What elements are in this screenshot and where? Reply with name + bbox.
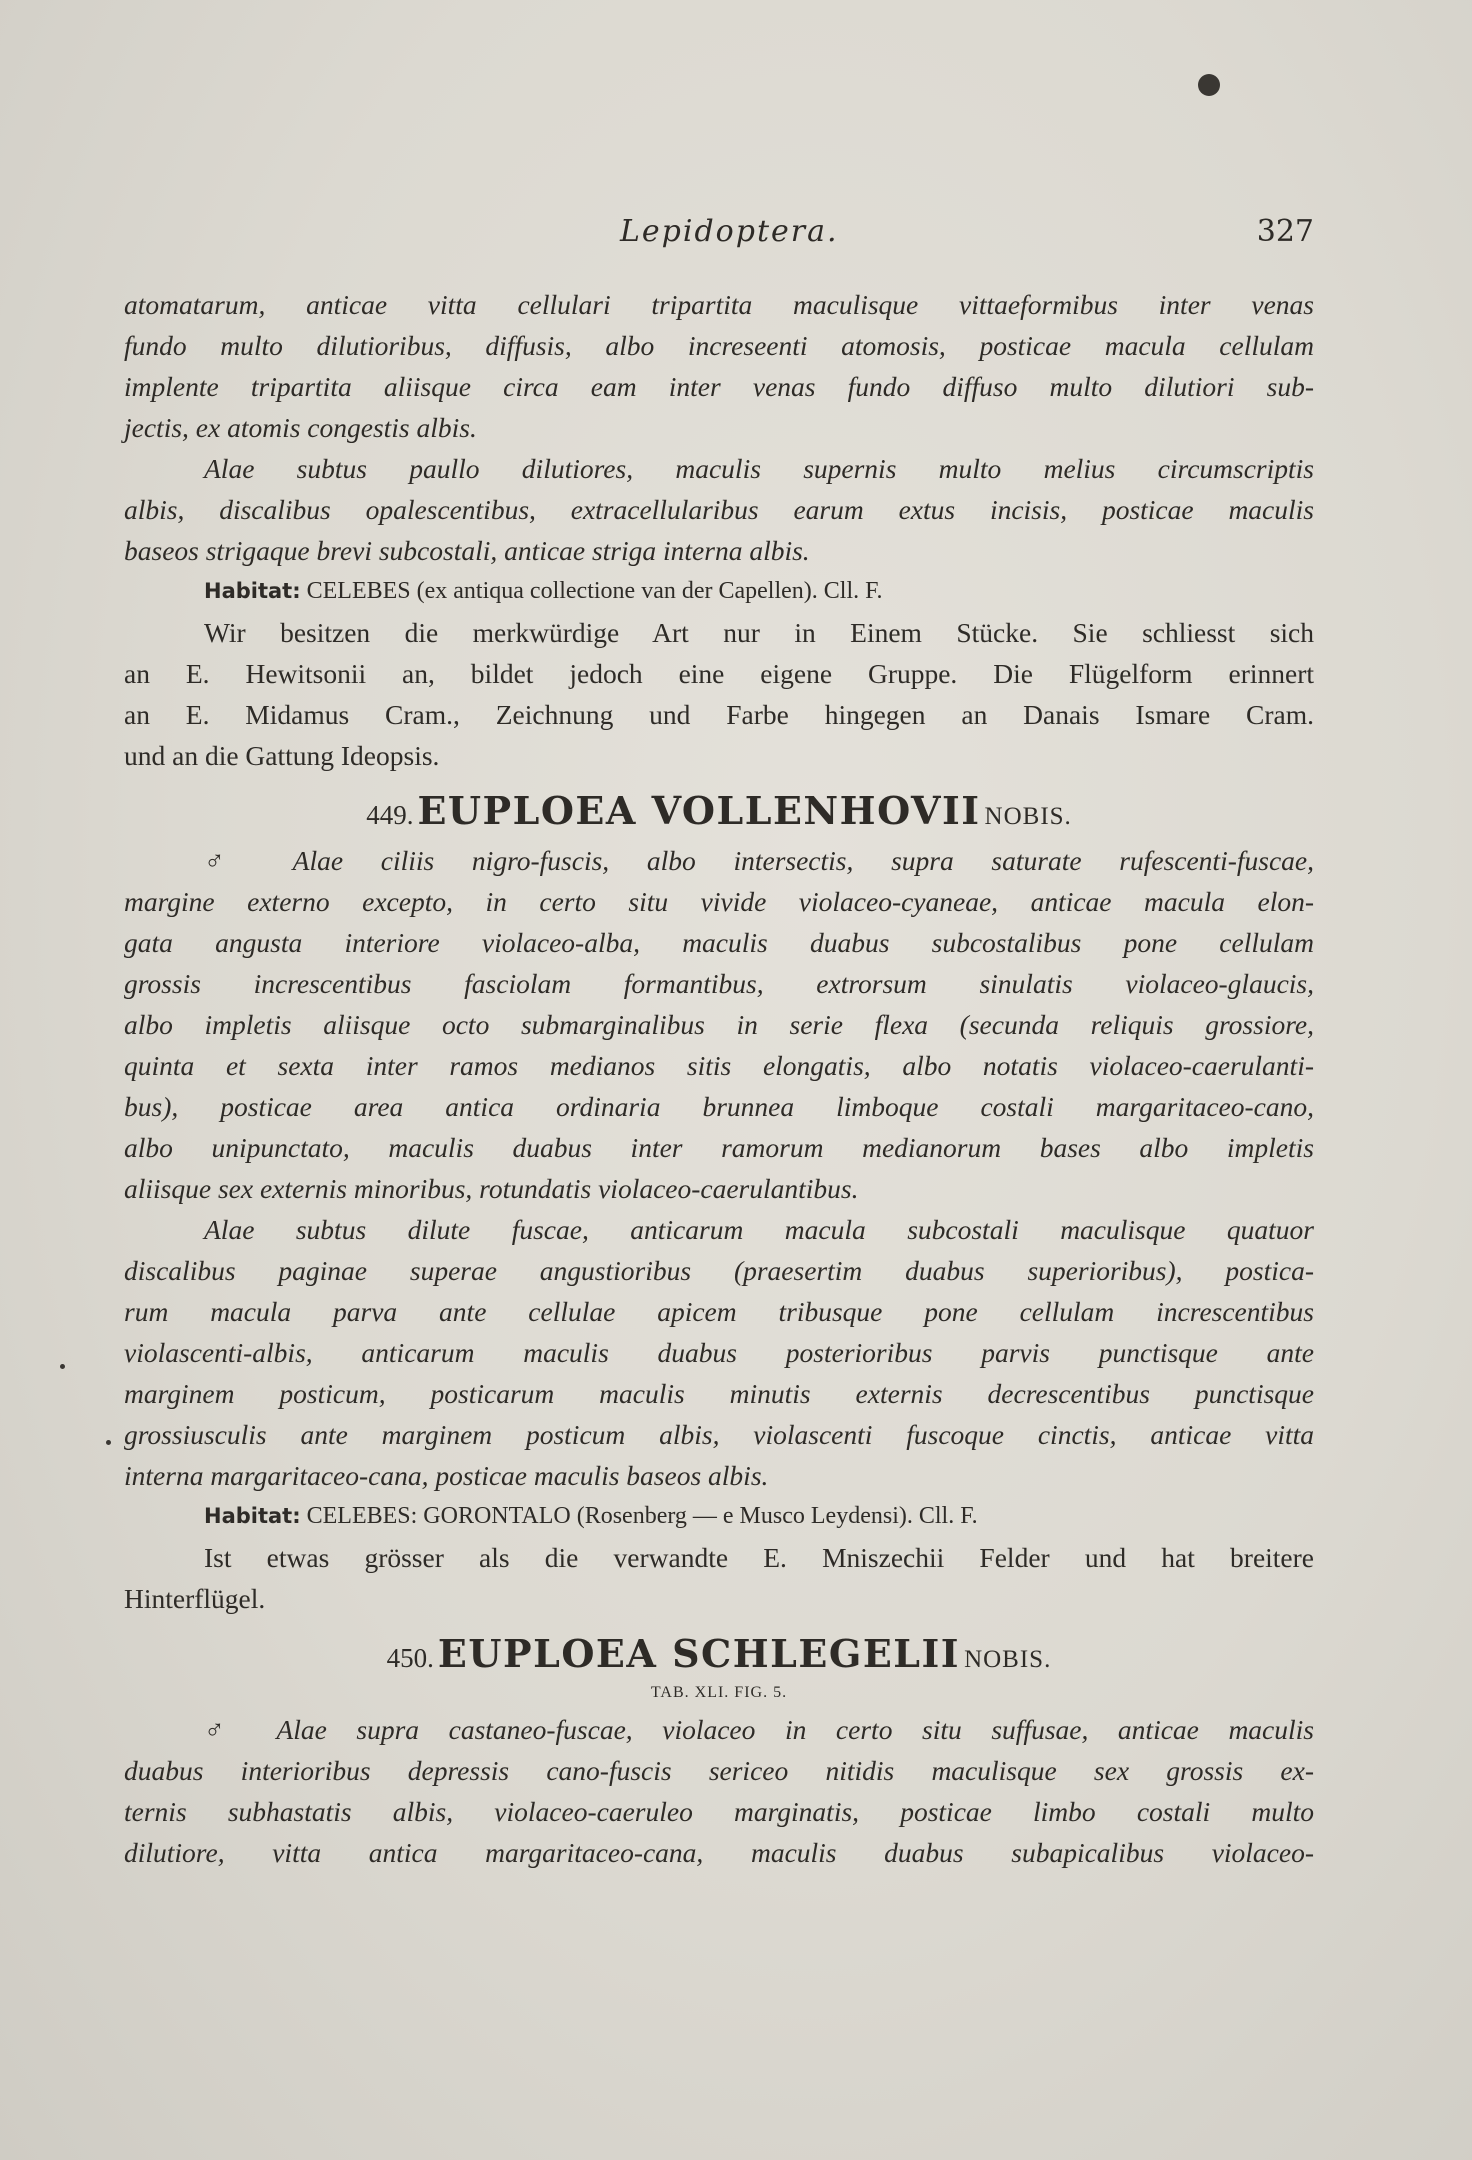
description-line: discalibus paginae superae angustioribus (praesertim duabus superioribus), postica- [124, 1255, 1314, 1286]
description-line: interna margaritaceo-cana, posticae maculis baseos albis. [124, 1460, 769, 1491]
remark-line: und an die Gattung Ideopsis. [124, 740, 440, 771]
description-line: jectis, ex atomis congestis albis. [124, 412, 477, 443]
remark-line: Wir besitzen die merkwürdige Art nur in Einem Stücke. Sie schliesst sich [204, 617, 1314, 648]
description-line: albis, discalibus opalescentibus, extracellularibus earum extus incisis, posticae maculis [124, 494, 1314, 525]
remark-line: an E. Midamus Cram., Zeichnung und Farbe hingegen an Danais Ismare Cram. [124, 699, 1314, 730]
description-line: marginem posticum, posticarum maculis minutis externis decrescentibus punctisque [124, 1378, 1314, 1409]
description-line: albo impletis aliisque octo submarginalibus in serie flexa (secunda reliquis grossiore, [124, 1009, 1314, 1040]
species-author: NOBIS. [964, 1646, 1052, 1673]
species-number: 450. [386, 1643, 434, 1673]
description-line: atomatarum, anticae vitta cellulari tripartita maculisque vittaeformibus inter venas [124, 289, 1314, 320]
habitat-line [124, 1496, 1314, 1537]
description-line: grossiusculis ante marginem posticum albis, violascenti fuscoque cinctis, anticae vitta [124, 1419, 1314, 1450]
running-title: Lepidoptera. [620, 214, 839, 249]
species-number: 449. [366, 800, 414, 830]
description-line: margine externo excepto, in certo situ vivide violaceo-cyaneae, anticae macula elon- [124, 886, 1314, 917]
description-line: aliisque sex externis minoribus, rotundatis violaceo-caerulantibus. [124, 1173, 859, 1204]
description-line: ♂ Alae ciliis nigro-fuscis, albo intersectis, supra saturate rufescenti-fuscae, [204, 845, 1314, 876]
description-line: grossis increscentibus fasciolam formantibus, extrorsum sinulatis violaceo-glaucis, [124, 968, 1314, 999]
description-line: baseos strigaque brevi subcostali, anticae striga interna albis. [124, 535, 810, 566]
species-description-continued [124, 284, 1314, 776]
description-line: duabus interioribus depressis cano-fuscis sericeo nitidis maculisque sex grossis ex- [124, 1755, 1314, 1786]
habitat-line [124, 571, 1314, 612]
remark-line: Hinterflügel. [124, 1583, 266, 1614]
description-line: albo unipunctato, maculis duabus inter ramorum medianorum bases albo impletis [124, 1132, 1314, 1163]
ink-speck [60, 1364, 65, 1369]
page-body [124, 284, 1314, 1873]
species-author: NOBIS. [984, 803, 1072, 830]
description-line: dilutiore, vitta antica margaritaceo-cana, maculis duabus subapicalibus violaceo- [124, 1837, 1314, 1868]
habitat-label: Habitat: [204, 1504, 301, 1528]
species-name: EUPLOEA VOLLENHOVII [417, 788, 981, 833]
habitat-text: CELEBES: GORONTALO (Rosenberg — e Musco Leydensi). Cll. F. [306, 1503, 978, 1529]
description-line: fundo multo dilutioribus, diffusis, albo increseenti atomosis, posticae macula cellulam [124, 330, 1314, 361]
remark-line: an E. Hewitsonii an, bildet jedoch eine eigene Gruppe. Die Flügelform erinnert [124, 658, 1314, 689]
species-description-450 [124, 1709, 1314, 1873]
description-line: ♂ Alae supra castaneo-fuscae, violaceo in certo situ suffusae, anticae maculis [204, 1714, 1314, 1745]
habitat-text: CELEBES (ex antiqua collectione van der Capellen). Cll. F. [306, 578, 883, 604]
description-line: quinta et sexta inter ramos medianos sitis elongatis, albo notatis violaceo-caerulanti- [124, 1050, 1314, 1081]
description-line: Alae subtus dilute fuscae, anticarum macula subcostali maculisque quatuor [204, 1214, 1314, 1245]
page-number: 327 [1256, 214, 1314, 249]
habitat-label: Habitat: [204, 579, 301, 603]
description-line: bus), posticae area antica ordinaria brunnea limboque costali margaritaceo-cano, [124, 1091, 1314, 1122]
species-heading-450 [124, 1625, 1314, 1683]
description-line: rum macula parva ante cellulae apicem tribusque pone cellulam increscentibus [124, 1296, 1314, 1327]
ink-speck [106, 1440, 111, 1445]
description-line: implente tripartita aliisque circa eam inter venas fundo diffuso multo dilutiori sub- [124, 371, 1314, 402]
plate-reference: TAB. XLI. FIG. 5. [650, 1684, 788, 1701]
page-header [0, 214, 1472, 264]
description-line: Alae subtus paullo dilutiores, maculis supernis multo melius circumscriptis [204, 453, 1314, 484]
description-line: gata angusta interiore violaceo-alba, maculis duabus subcostalibus pone cellulam [124, 927, 1314, 958]
species-name: EUPLOEA SCHLEGELII [437, 1631, 961, 1676]
ink-speck [1198, 74, 1220, 96]
description-line: ternis subhastatis albis, violaceo-caeruleo marginatis, posticae limbo costali multo [124, 1796, 1314, 1827]
species-description-449 [124, 840, 1314, 1619]
remark-line: Ist etwas grösser als die verwandte E. Mniszechii Felder und hat breitere [204, 1542, 1314, 1573]
description-line: violascenti-albis, anticarum maculis duabus posterioribus parvis punctisque ante [124, 1337, 1314, 1368]
species-heading-449 [124, 782, 1314, 840]
